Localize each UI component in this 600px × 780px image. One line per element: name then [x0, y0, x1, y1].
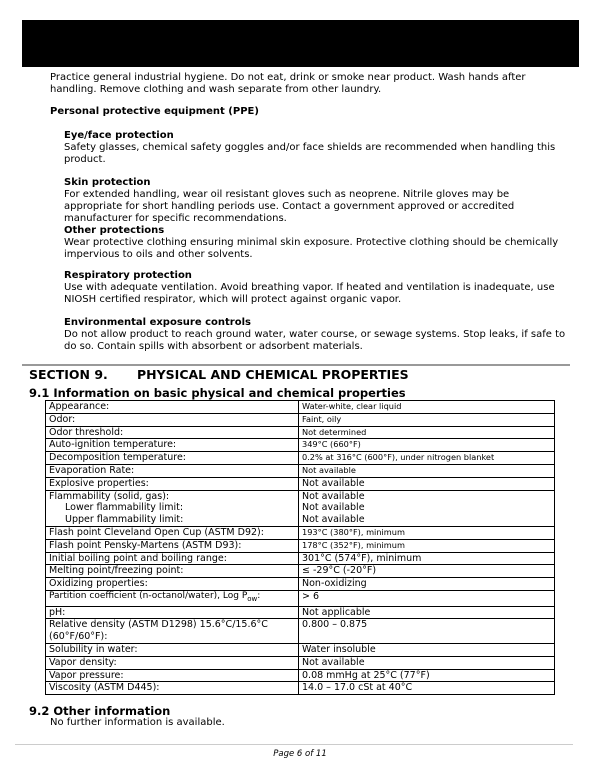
- hygiene-text: Practice general industrial hygiene. Do not eat, drink or smoke near product. Wash hands after handling. Remove clothing and wash separate from other laundry.: [50, 72, 526, 95]
- table-row: [46, 426, 555, 439]
- table-row: [46, 477, 555, 490]
- property-label: Relative density (ASTM D1298) 15.6°C/15.6°C (60°F/60°F):: [46, 619, 299, 644]
- section-number: SECTION 9.: [29, 367, 108, 382]
- section-title: PHYSICAL AND CHEMICAL PROPERTIES: [137, 367, 409, 382]
- table-row: [46, 413, 555, 426]
- property-value: Not available: [299, 477, 555, 490]
- lower-flammability-value: Not available: [302, 502, 365, 514]
- property-label: Decomposition temperature:: [46, 452, 299, 465]
- property-label: Viscosity (ASTM D445):: [46, 682, 299, 695]
- table-row: [46, 439, 555, 452]
- property-label: Auto-ignition temperature:: [46, 439, 299, 452]
- partition-subscript: ow: [247, 594, 258, 603]
- property-value: Water insoluble: [299, 643, 555, 656]
- property-value: Non-oxidizing: [299, 578, 555, 591]
- property-value: ≤ -29°C (-20°F): [299, 565, 555, 578]
- property-value: 14.0 – 17.0 cSt at 40°C: [299, 682, 555, 695]
- table-row: [46, 656, 555, 669]
- flammability-label: Flammability (solid, gas):: [49, 490, 170, 502]
- property-value: Not available: [299, 656, 555, 669]
- property-label: Odor threshold:: [46, 426, 299, 439]
- properties-table: [45, 400, 555, 695]
- property-label: Flash point Cleveland Open Cup (ASTM D92):: [46, 526, 299, 539]
- property-value: Not applicable: [299, 606, 555, 619]
- respiratory-protection-block: [64, 270, 570, 306]
- table-row: [46, 526, 555, 539]
- table-row: [46, 539, 555, 552]
- table-row: [46, 643, 555, 656]
- subsection-9-2-heading: 9.2 Other information: [29, 704, 171, 718]
- section-divider: [22, 364, 570, 366]
- property-value: [299, 490, 555, 526]
- table-row: [46, 578, 555, 591]
- upper-flammability-value: Not available: [302, 514, 365, 526]
- property-value: Not determined: [299, 426, 555, 439]
- footer-divider: [15, 744, 573, 745]
- environmental-controls-text: Do not allow product to reach ground water, water course, or sewage systems. Stop leaks, if safe to do so. Contain spills with absorbent or adsorbent materials.: [64, 329, 566, 352]
- eye-protection-heading: Eye/face protection: [64, 130, 174, 141]
- property-label: Explosive properties:: [46, 477, 299, 490]
- respiratory-protection-text: Use with adequate ventilation. Avoid breathing vapor. If heated and ventilation is inadequate, use NIOSH certified respirator, which will protect against organic vapor.: [64, 282, 555, 305]
- property-label: Initial boiling point and boiling range:: [46, 552, 299, 565]
- skin-protection-block: [64, 177, 570, 261]
- property-value: 0.800 – 0.875: [299, 619, 555, 644]
- environmental-controls-heading: Environmental exposure controls: [64, 317, 251, 328]
- property-value: 178°C (352°F), minimum: [299, 539, 555, 552]
- property-label: Oxidizing properties:: [46, 578, 299, 591]
- property-value: 0.08 mmHg at 25°C (77°F): [299, 669, 555, 682]
- table-row: [46, 552, 555, 565]
- eye-protection-block: [64, 130, 570, 166]
- property-label: [46, 490, 299, 526]
- table-row: [46, 452, 555, 465]
- property-label: pH:: [46, 606, 299, 619]
- property-label: Odor:: [46, 413, 299, 426]
- table-row: [46, 619, 555, 644]
- table-row: [46, 565, 555, 578]
- environmental-controls-block: [64, 317, 570, 353]
- other-protections-text: Wear protective clothing ensuring minimal skin exposure. Protective clothing should be chemically impervious to oils and other solvents.: [64, 237, 559, 260]
- other-information-text: No further information is available.: [50, 717, 225, 728]
- skin-protection-text: For extended handling, wear oil resistant gloves such as neoprene. Nitrile gloves may be appropriate for short handling periods use. Contact a government approved or accredited manufacturer for specific recommendations.: [64, 189, 515, 224]
- property-value: 349°C (660°F): [299, 439, 555, 452]
- table-row: [46, 590, 555, 606]
- ppe-heading: Personal protective equipment (PPE): [50, 106, 259, 117]
- property-label: Melting point/freezing point:: [46, 565, 299, 578]
- other-protections-heading: Other protections: [64, 225, 165, 236]
- subsection-9-1-heading: 9.1 Information on basic physical and chemical properties: [29, 386, 406, 400]
- property-label: Vapor density:: [46, 656, 299, 669]
- property-value: Not available: [299, 464, 555, 477]
- table-row: [46, 490, 555, 526]
- section-heading: [29, 367, 409, 382]
- property-value: 301°C (574°F), minimum: [299, 552, 555, 565]
- page-number: Page 6 of 11: [273, 749, 327, 759]
- property-value: 0.2% at 316°C (600°F), under nitrogen blanket: [299, 452, 555, 465]
- table-row: [46, 682, 555, 695]
- property-label: Vapor pressure:: [46, 669, 299, 682]
- property-value: Water-white, clear liquid: [299, 401, 555, 414]
- lower-flammability-label: Lower flammability limit:: [65, 502, 184, 514]
- table-row: [46, 401, 555, 414]
- flammability-value: Not available: [302, 490, 365, 502]
- upper-flammability-label: Upper flammability limit:: [65, 514, 184, 526]
- property-label: Solubility in water:: [46, 643, 299, 656]
- eye-protection-text: Safety glasses, chemical safety goggles and/or face shields are recommended when handling this product.: [64, 142, 556, 165]
- skin-protection-heading: Skin protection: [64, 177, 151, 188]
- partition-label: Partition coefficient (n-octanol/water), Log P: [49, 590, 248, 601]
- property-label: Flash point Pensky-Martens (ASTM D93):: [46, 539, 299, 552]
- table-row: [46, 464, 555, 477]
- property-label: Appearance:: [46, 401, 299, 414]
- table-row: [46, 606, 555, 619]
- partition-colon: :: [257, 590, 261, 601]
- property-label: [46, 590, 299, 606]
- header-bar: [22, 20, 579, 67]
- property-value: > 6: [299, 590, 555, 606]
- table-row: [46, 669, 555, 682]
- property-label: Evaporation Rate:: [46, 464, 299, 477]
- property-value: 193°C (380°F), minimum: [299, 526, 555, 539]
- property-value: Faint, oily: [299, 413, 555, 426]
- respiratory-protection-heading: Respiratory protection: [64, 270, 192, 281]
